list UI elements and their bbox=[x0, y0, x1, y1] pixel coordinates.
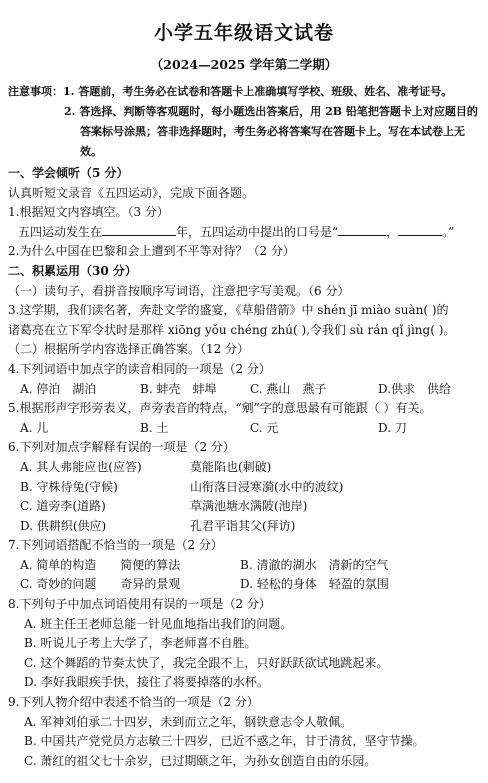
question-5: 5.根据形声字形旁表义，声旁表音的特点，“剜”字的意思最有可能跟（ ）有关。 bbox=[8, 401, 432, 416]
question-7: 7.下列词语搭配不恰当的一项是（2 分） bbox=[8, 538, 223, 553]
q1-blank-year[interactable] bbox=[102, 223, 176, 236]
notice-label: 注意事项： bbox=[8, 85, 63, 98]
q8-option-b[interactable]: B. 听说儿子考上大学了，李老师喜不自胜。 bbox=[24, 636, 257, 651]
q4-option-d[interactable]: D.供求 供给 bbox=[378, 381, 452, 396]
q5-option-a[interactable]: A. 儿 bbox=[20, 420, 49, 435]
question-9: 9.下列人物介绍中表述不恰当的一项是（2 分） bbox=[8, 695, 259, 710]
q4-option-a[interactable]: A. 停泊 湖泊 bbox=[20, 381, 97, 396]
q4-option-b[interactable]: B. 蚌壳 蚌埠 bbox=[140, 381, 217, 396]
q7-option-row-1 bbox=[8, 556, 480, 576]
q9-option-b[interactable]: B. 中国共产党党员方志敏三十四岁，已近不惑之年，甘于清贫，坚守节操。 bbox=[24, 734, 425, 749]
q5-option-c[interactable]: C. 元 bbox=[250, 420, 279, 435]
question-1: 1.根据短文内容填空。（3 分） bbox=[8, 205, 169, 220]
question-1-fill bbox=[8, 223, 480, 243]
q4-option-c[interactable]: C. 燕山 燕子 bbox=[250, 381, 327, 396]
q8-option-a[interactable]: A. 班主任王老师总能一针见血地指出我们的问题。 bbox=[24, 616, 293, 631]
q1-text-a: 五四运动发生在 bbox=[18, 224, 103, 239]
q7-option-b[interactable]: B. 清澈的湖水 清新的空气 bbox=[240, 557, 389, 572]
q6-option-a-right: 莫能陷也(刺破) bbox=[190, 459, 272, 474]
question-5-options bbox=[8, 419, 480, 439]
q6-option-row-b[interactable] bbox=[8, 478, 480, 498]
q6-option-d-left: D. 供耕织(供应) bbox=[20, 518, 107, 533]
question-3-line-1: 3.这学期，我们读名著，奔赴文学的盛宴，《草船借箭》中 shén jī miào suàn( )的 bbox=[8, 303, 449, 318]
q5-option-b[interactable]: B. 土 bbox=[140, 420, 169, 435]
q6-option-c-right: 草满池塘水满陂(池岸) bbox=[190, 499, 308, 514]
section-2-heading: 二、积累运用（30 分） bbox=[8, 263, 137, 278]
question-4-options bbox=[8, 380, 480, 400]
question-6: 6.下列对加点字解释有误的一项是（2 分） bbox=[8, 440, 235, 455]
q9-option-c[interactable]: C. 萧红的祖父七十余岁，已过期颐之年，为孙女创造自由的乐园。 bbox=[24, 753, 377, 768]
section-1-intro: 认真听短文录音《五四运动》，完成下面各题。 bbox=[8, 185, 255, 200]
q7-option-d[interactable]: D. 轻松的身体 轻盈的氛围 bbox=[240, 577, 389, 592]
notice-item-1: 1. 答题前，考生务必在试卷和答题卡上准确填写学校、班级、姓名、准考证号。 bbox=[63, 85, 453, 98]
part-1-heading: （一）读句子，看拼音按顺序写词语，注意把字写美观。（6 分） bbox=[8, 283, 350, 298]
part-2-heading: （二）根据所学内容选择正确答案。（12 分） bbox=[8, 342, 250, 357]
q1-text-b: 年，五四运动中提出的口号是“ bbox=[176, 224, 339, 239]
section-1-heading: 一、学会倾听（5 分） bbox=[8, 166, 129, 180]
q6-option-row-d[interactable] bbox=[8, 517, 480, 537]
exam-page bbox=[0, 18, 488, 783]
q6-option-row-a[interactable] bbox=[8, 458, 480, 478]
q9-option-a[interactable]: A. 军神刘伯承二十四岁，未到而立之年，钢铁意志令人敬佩。 bbox=[24, 714, 353, 729]
q8-option-d[interactable]: D. 李好我眼疾手快，接住了将要掉落的水杯。 bbox=[24, 675, 269, 690]
q6-option-c-left: C. 道旁李(道路) bbox=[20, 499, 106, 514]
q6-option-d-right: 孔君平诣其父(拜访) bbox=[190, 518, 296, 533]
q7-option-a[interactable]: A. 简单的构造 简便的算法 bbox=[20, 557, 181, 572]
q6-option-b-right: 山衔落日浸寒漪(水中的波纹) bbox=[190, 479, 344, 494]
notice-item-2a: 2. 答选择、判断等客观题时，每小题选出答案后，用 2B 铅笔把答题卡上对应题目的 bbox=[64, 105, 478, 118]
notice-item-2b: 答案标号涂黑；答非选择题时，考生务必将答案写在答题卡上。写在本试卷上无效。 bbox=[80, 125, 465, 158]
q1-blank-slogan-2[interactable] bbox=[398, 223, 442, 236]
question-4: 4.下列词语中加点字的读音相同的一项是（2 分） bbox=[8, 361, 271, 376]
exam-title: 小学五年级语文试卷 bbox=[153, 22, 334, 44]
q1-text-c: ， bbox=[386, 224, 399, 239]
q1-text-d: 。” bbox=[442, 224, 455, 239]
q8-option-c[interactable]: C. 这个舞蹈的节奏太快了，我完全跟不上，只好跃跃欲试地跳起来。 bbox=[24, 655, 389, 670]
q6-option-a-left: A. 其人弗能应也(应答) bbox=[20, 459, 142, 474]
q5-option-d[interactable]: D. 刀 bbox=[378, 420, 407, 435]
notice-block bbox=[8, 82, 480, 162]
question-3-line-2: 诸葛亮在立下军令状时是那样 xiōng yǒu chéng zhú( ),令我们 sù rán qǐ jìng( )。 bbox=[8, 322, 456, 337]
q1-blank-slogan-1[interactable] bbox=[338, 223, 386, 236]
q6-option-row-c[interactable] bbox=[8, 497, 480, 517]
question-8: 8.下列句子中加点词语使用有误的一项是（2 分） bbox=[8, 597, 271, 612]
q7-option-c[interactable]: C. 奇妙的问题 奇异的景观 bbox=[20, 577, 181, 592]
exam-subtitle: （2024—2025 学年第二学期） bbox=[150, 57, 338, 72]
q7-option-row-2 bbox=[8, 575, 480, 595]
question-2: 2.为什么中国在巴黎和会上遭到不平等对待？（2 分） bbox=[8, 244, 295, 259]
q6-option-b-left: B. 守株待兔(守候) bbox=[20, 479, 118, 494]
